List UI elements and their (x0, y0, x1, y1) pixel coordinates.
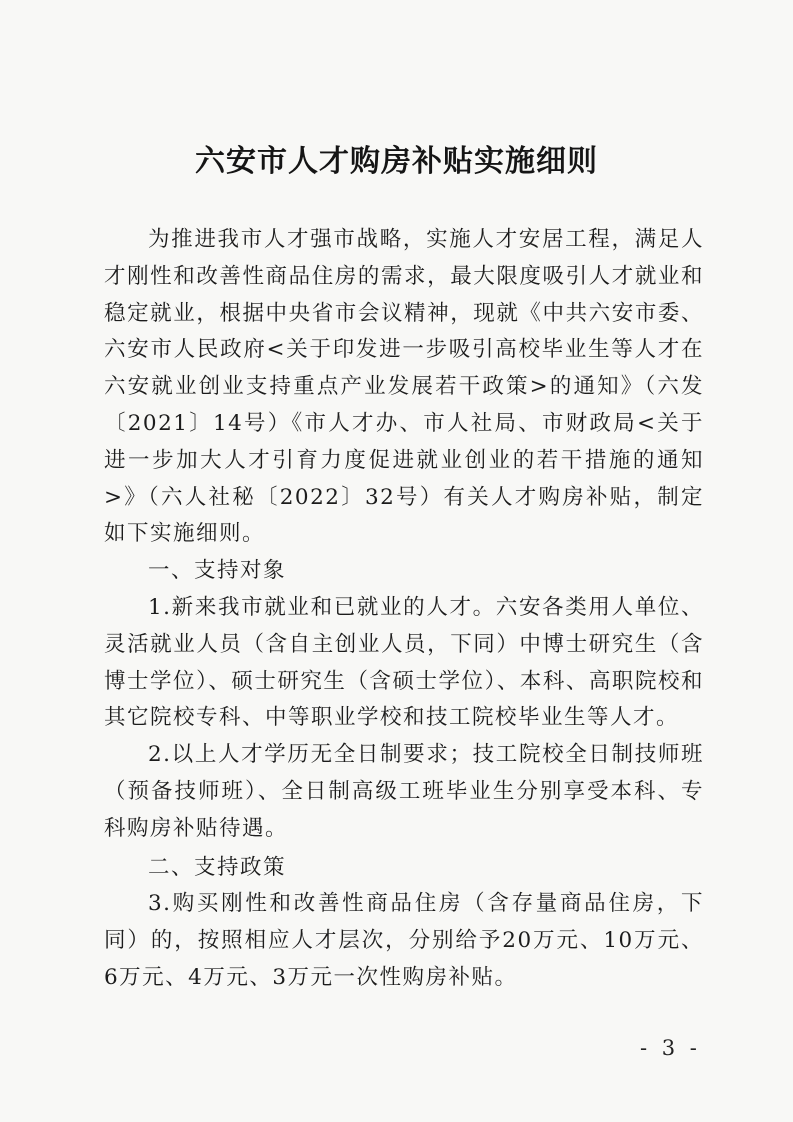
item-1-paragraph: 1.新来我市就业和已就业的人才。六安各类用人单位、灵活就业人员（含自主创业人员，下同）中博士研究生（含博士学位）、硕士研究生（含硕士学位）、本科、高职院校和其它院校专科、中等职业学校和技工院校毕业生等人才。 (104, 594, 704, 731)
section-heading-support-policy: 二、支持政策 (148, 854, 287, 880)
document-body (104, 222, 704, 997)
page-number: - 3 - (640, 1036, 701, 1060)
section-heading-support-targets: 一、支持对象 (148, 558, 287, 584)
document-title: 六安市人才购房补贴实施细则 (195, 144, 598, 179)
item-3-paragraph: 3.购买刚性和改善性商品住房（含存量商品住房，下同）的，按照相应人才层次，分别给予20万元、10万元、6万元、4万元、3万元一次性购房补贴。 (104, 891, 704, 990)
item-2-paragraph: 2.以上人才学历无全日制要求；技工院校全日制技师班（预备技师班）、全日制高级工班毕业生分别享受本科、专科购房补贴待遇。 (104, 742, 704, 841)
intro-paragraph: 为推进我市人才强市战略，实施人才安居工程，满足人才刚性和改善性商品住房的需求，最大限度吸引人才就业和稳定就业，根据中央省市会议精神，现就《中共六安市委、六安市人民政府<关于印发进一步吸引高校毕业生等人才在六安就业创业支持重点产业发展若干政策>的通知》（六发〔2021〕14号）《市人才办、市人社局、市财政局<关于进一步加大人才引育力度促进就业创业的若干措施的通知>》（六人社秘〔2022〕32号）有关人才购房补贴，制定如下实施细则。 (104, 227, 704, 547)
